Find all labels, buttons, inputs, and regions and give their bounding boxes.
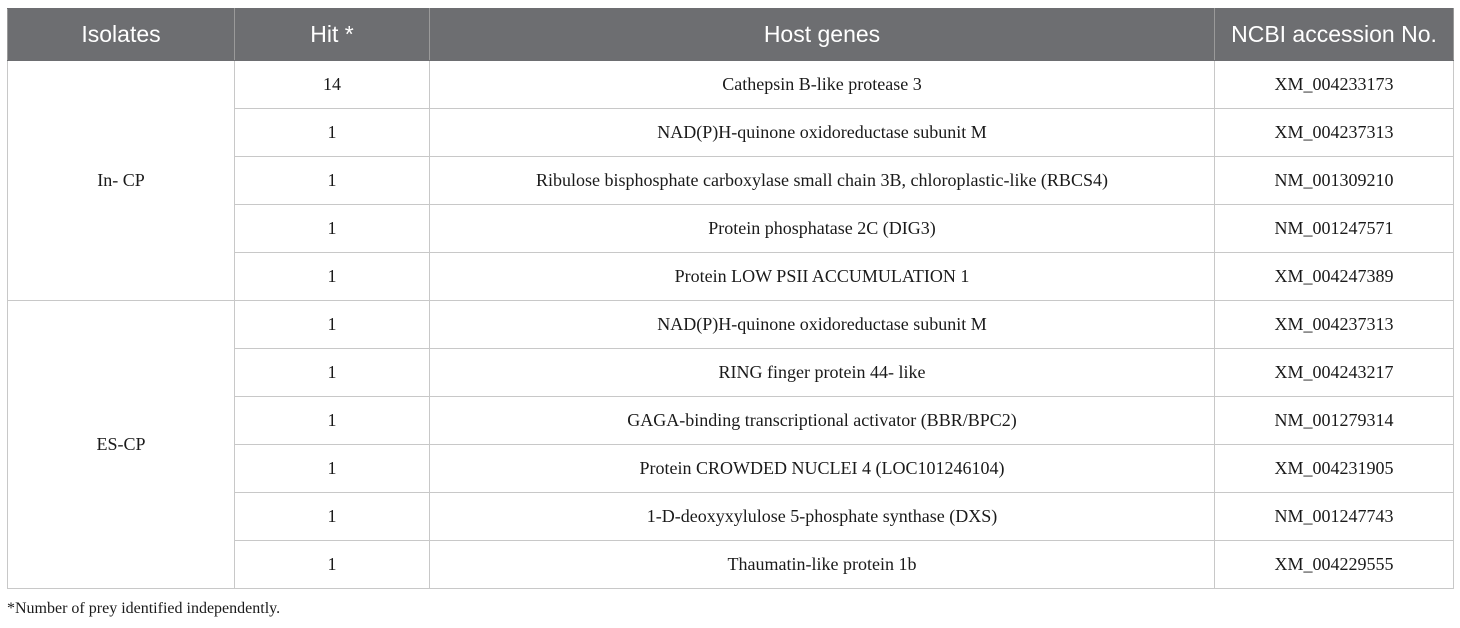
gene-cell: 1-D-deoxyxylulose 5-phosphate synthase (DXS) [430,493,1215,541]
accession-cell: XM_004231905 [1215,445,1454,493]
accession-cell: NM_001309210 [1215,157,1454,205]
hit-cell: 1 [235,205,430,253]
hit-cell: 1 [235,493,430,541]
isolate-cell: ES-CP [8,301,235,589]
accession-cell: NM_001247571 [1215,205,1454,253]
table-row [8,301,1454,349]
isolate-cell: In- CP [8,61,235,301]
accession-cell: XM_004243217 [1215,349,1454,397]
accession-cell: NM_001279314 [1215,397,1454,445]
gene-cell: Ribulose bisphosphate carboxylase small chain 3B, chloroplastic-like (RBCS4) [430,157,1215,205]
gene-cell: Thaumatin-like protein 1b [430,541,1215,589]
hit-cell: 1 [235,445,430,493]
accession-cell: XM_004237313 [1215,109,1454,157]
header-hit: Hit * [235,9,430,61]
hit-cell: 1 [235,541,430,589]
table-footnote: *Number of prey identified independently. [7,600,281,617]
header-accession: NCBI accession No. [1215,9,1454,61]
hit-cell: 1 [235,109,430,157]
hit-cell: 1 [235,397,430,445]
gene-cell: Protein LOW PSII ACCUMULATION 1 [430,253,1215,301]
data-table [7,8,1454,589]
accession-cell: XM_004247389 [1215,253,1454,301]
accession-cell: XM_004237313 [1215,301,1454,349]
hit-cell: 1 [235,253,430,301]
gene-cell: RING finger protein 44- like [430,349,1215,397]
header-isolates: Isolates [8,9,235,61]
accession-cell: NM_001247743 [1215,493,1454,541]
accession-cell: XM_004229555 [1215,541,1454,589]
header-row [8,9,1454,61]
gene-cell: Protein phosphatase 2C (DIG3) [430,205,1215,253]
gene-cell: NAD(P)H-quinone oxidoreductase subunit M [430,301,1215,349]
hit-cell: 14 [235,61,430,109]
header-host-genes: Host genes [430,9,1215,61]
hit-cell: 1 [235,301,430,349]
hit-cell: 1 [235,157,430,205]
gene-cell: NAD(P)H-quinone oxidoreductase subunit M [430,109,1215,157]
gene-cell: Protein CROWDED NUCLEI 4 (LOC101246104) [430,445,1215,493]
table-row [8,61,1454,109]
accession-cell: XM_004233173 [1215,61,1454,109]
gene-cell: Cathepsin B-like protease 3 [430,61,1215,109]
gene-cell: GAGA-binding transcriptional activator (BBR/BPC2) [430,397,1215,445]
hit-cell: 1 [235,349,430,397]
